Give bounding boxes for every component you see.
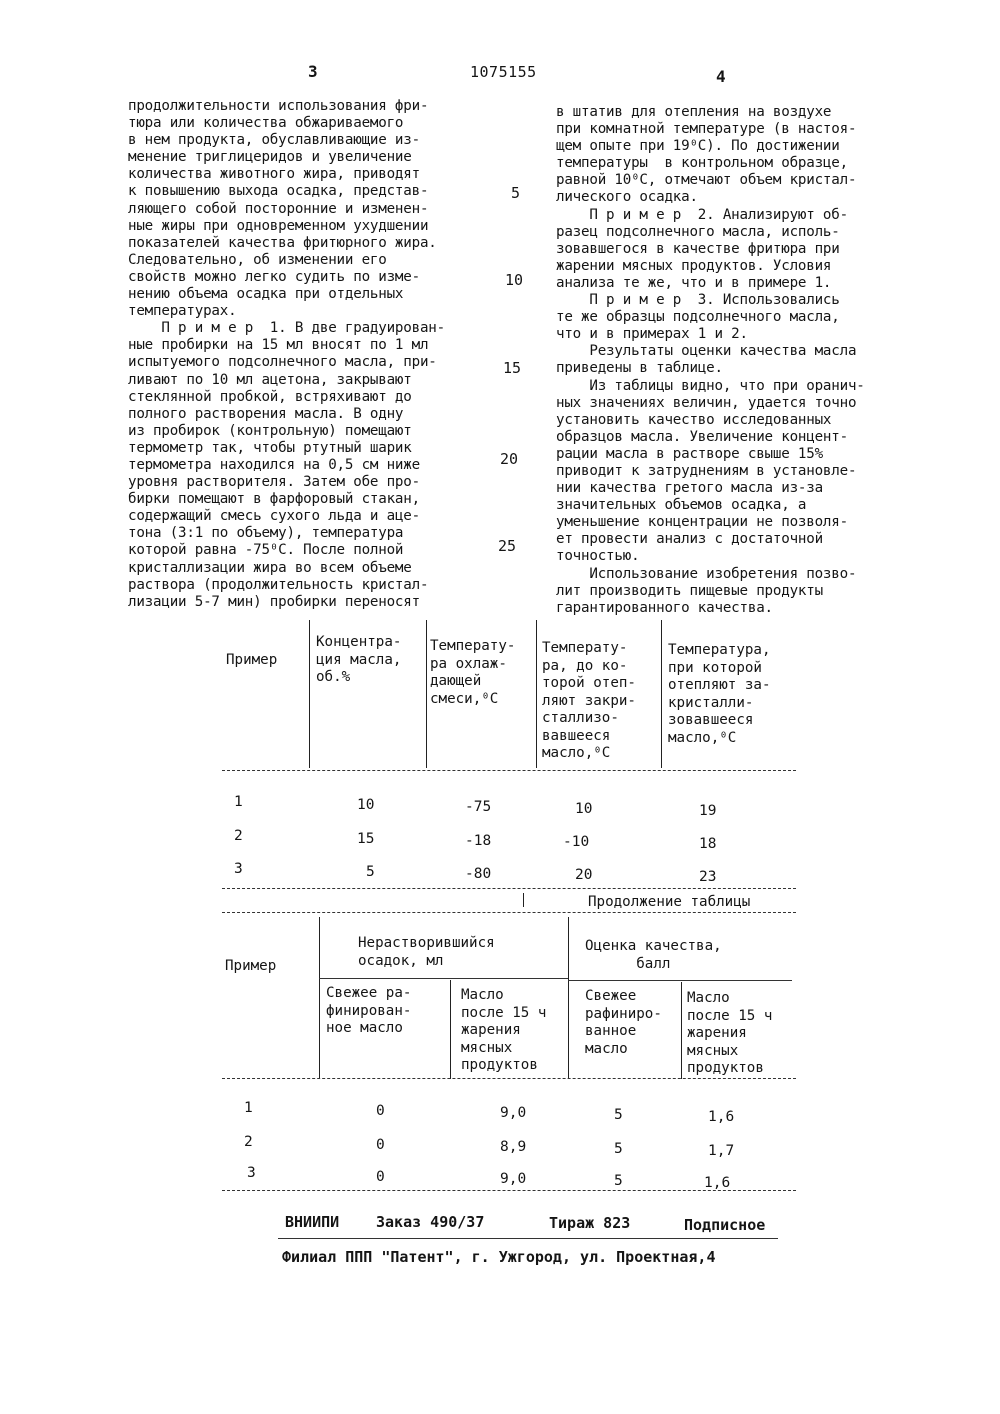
left-column-line: количества животного жира, приводят xyxy=(128,166,420,183)
left-column-line: Следовательно, об изменении его xyxy=(128,251,387,268)
left-column-line: уровня растворителя. Затем обе про- xyxy=(128,474,420,491)
table2-cell: 2 xyxy=(244,1134,253,1150)
footer-org: ВНИИПИ xyxy=(285,1213,340,1231)
table1-cell: 5 xyxy=(366,864,375,880)
left-column-line: ные пробирки на 15 мл вносят по 1 мл xyxy=(128,337,429,354)
left-text-column xyxy=(128,98,445,611)
right-column-line: приводит к затруднениям в установле- xyxy=(556,462,857,479)
left-column-line: в нем продукта, обуславливающие из- xyxy=(128,132,420,149)
right-column-line: Использование изобретения позво- xyxy=(556,565,857,582)
right-column-line: Результаты оценки качества масла xyxy=(556,343,857,360)
line-number-10: 10 xyxy=(505,271,524,289)
right-text-column xyxy=(556,104,865,617)
right-column-line: анализа те же, что и в примере 1. xyxy=(556,274,832,291)
table1-cell: 3 xyxy=(234,861,243,877)
table1-bottom-border xyxy=(222,888,796,889)
footer-circulation: Тираж 823 xyxy=(549,1214,631,1232)
table1-cell: -75 xyxy=(465,799,492,815)
right-column-line: зовавшегося в качестве фритюра при xyxy=(556,240,840,257)
right-column-line: что и в примерах 1 и 2. xyxy=(556,326,748,343)
right-column-line: Из таблицы видно, что при оранич- xyxy=(556,377,865,394)
left-column-line: стеклянной пробкой, встряхивают до xyxy=(128,388,412,405)
table2-header-sediment: Нерастворившийся осадок, мл xyxy=(358,935,495,969)
table1-cell: 18 xyxy=(699,836,717,852)
right-column-line: в штатив для отепления на воздухе xyxy=(556,104,832,120)
right-column-line: те же образцы подсолнечного масла, xyxy=(556,309,840,326)
right-column-line: ных значениях величин, удается точно xyxy=(556,394,857,411)
right-column-line: лического осадка. xyxy=(556,189,698,206)
left-column-line: тона (3:1 по объему), температура xyxy=(128,525,404,542)
line-number-15: 15 xyxy=(503,359,522,377)
table2-header-divider xyxy=(222,1078,796,1079)
table2-cell: 1,6 xyxy=(708,1109,735,1125)
table2-header-quality: Оценка качества, балл xyxy=(585,938,722,972)
right-column-line: разец подсолнечного масла, исполь- xyxy=(556,223,840,240)
right-column-line: нии качества гретого масла из-за xyxy=(556,480,823,497)
left-column-line: П р и м е р 1. В две градуирован- xyxy=(128,320,445,337)
table1-cell: 20 xyxy=(575,867,593,883)
right-column-line: рации масла в растворе свыше 15% xyxy=(556,445,823,462)
table2-cell: 9,0 xyxy=(500,1171,527,1187)
right-column-line: лит производить пищевые продукты xyxy=(556,582,823,599)
table1-cell: 10 xyxy=(575,801,593,817)
left-column-line: которой равна -75⁰С. После полной xyxy=(128,542,404,559)
left-column-line: свойств можно легко судить по изме- xyxy=(128,268,420,285)
table2-header-after-frying: Масло после 15 ч жарения мясных продуктов xyxy=(461,987,547,1073)
table1-header-divider xyxy=(222,770,796,771)
left-column-line: кристаллизации жира во всем объеме xyxy=(128,559,412,576)
line-number-25: 25 xyxy=(498,537,517,555)
table1-cell: -80 xyxy=(465,866,492,882)
right-column-line: щем опыте при 19⁰С). По достижении xyxy=(556,138,840,155)
table1-cell: 10 xyxy=(357,797,375,813)
table1-header-cooling-temp: Температу- ра охлаж- дающей смеси,⁰С xyxy=(430,638,516,707)
right-column-line: установить качество исследованных xyxy=(556,411,832,428)
table2-cell: 5 xyxy=(614,1173,623,1189)
left-column-line: раствора (продолжительность кристал- xyxy=(128,576,429,593)
footer-branch: Филиал ППП "Патент", г. Ужгород, ул. Проектная,4 xyxy=(282,1248,716,1266)
left-column-line: ляющего собой посторонние и изменен- xyxy=(128,200,429,217)
right-column-line: П р и м е р 3. Использовались xyxy=(556,292,840,309)
left-column-line: лизации 5-7 мин) пробирки переносят xyxy=(128,593,420,610)
left-column-line: термометра находился на 0,5 см ниже xyxy=(128,456,420,473)
table2-cell: 9,0 xyxy=(500,1105,527,1121)
table1-cell: -10 xyxy=(563,834,590,850)
table2-cell: 1 xyxy=(244,1100,253,1116)
right-column-line: при комнатной температуре (в настоя- xyxy=(556,121,857,138)
table2-cell: 1,7 xyxy=(708,1143,735,1159)
line-number-5: 5 xyxy=(511,184,521,202)
right-column-line: значительных объемов осадка, а xyxy=(556,497,807,514)
table1-cell: 15 xyxy=(357,831,375,847)
table2-header-fresh-quality: Свежее рафиниро- ванное масло xyxy=(585,988,662,1057)
left-column-line: продолжительности использования фри- xyxy=(128,98,429,114)
left-column-line: менение триглицеридов и увеличение xyxy=(128,149,412,166)
right-column-line: гарантированного качества. xyxy=(556,599,773,616)
table2-header-fresh: Свежее ра- финирован- ное масло xyxy=(326,985,412,1036)
table2-cell: 0 xyxy=(376,1137,385,1153)
left-column-line: полного растворения масла. В одну xyxy=(128,405,404,422)
table2-top-border xyxy=(222,912,796,913)
patent-number: 1075155 xyxy=(470,63,537,81)
table2-cell: 5 xyxy=(614,1141,623,1157)
table2-cell: 0 xyxy=(376,1169,385,1185)
table1-header-warm-to-temp: Температу- ра, до ко- торой отеп- ляют закри- сталлизо- вавшееся масло,⁰С xyxy=(542,640,636,761)
right-column-line: точностью. xyxy=(556,548,640,565)
table1-header-concentration: Концентра- ция масла, об.% xyxy=(316,634,402,685)
table1-cell: -18 xyxy=(465,833,492,849)
left-column-line: к повышению выхода осадка, представ- xyxy=(128,183,429,200)
right-column-line: П р и м е р 2. Анализируют об- xyxy=(556,206,848,223)
table2-cell: 0 xyxy=(376,1103,385,1119)
line-number-20: 20 xyxy=(500,450,519,468)
left-column-line: испытуемого подсолнечного масла, при- xyxy=(128,354,437,371)
right-column-line: ет провести анализ с достаточной xyxy=(556,531,823,548)
table1-cell: 1 xyxy=(234,794,243,810)
left-column-line: нению объема осадка при отдельных xyxy=(128,286,404,303)
left-column-line: из пробирок (контрольную) помещают xyxy=(128,422,412,439)
page-number-left: 3 xyxy=(308,62,318,81)
table2-continuation-label: Продолжение таблицы xyxy=(588,894,751,910)
right-column-line: жарении мясных продуктов. Условия xyxy=(556,257,832,274)
table1-header-warm-at-temp: Температура, при которой отепляют за- кристалли- зовавшееся масло,⁰С xyxy=(668,642,771,746)
footer-subscription: Подписное xyxy=(684,1216,766,1234)
left-column-line: содержащий смесь сухого льда и аце- xyxy=(128,508,420,525)
left-column-line: температурах. xyxy=(128,303,237,320)
table1-header-example: Пример xyxy=(226,652,278,668)
table2-cell: 3 xyxy=(247,1165,256,1181)
left-column-line: тюра или количества обжариваемого xyxy=(128,115,404,132)
table2-header-after-frying-quality: Масло после 15 ч жарения мясных продуктов xyxy=(687,990,773,1076)
table2-header-example: Пример xyxy=(225,958,277,974)
left-column-line: показателей качества фритюрного жира. xyxy=(128,234,437,251)
footer-divider xyxy=(278,1238,778,1239)
page-number-right: 4 xyxy=(716,67,726,86)
table2-cell: 5 xyxy=(614,1107,623,1123)
left-column-line: термометр так, чтобы ртутный шарик xyxy=(128,439,412,456)
footer-order: Заказ 490/37 xyxy=(376,1213,485,1231)
right-column-line: приведены в таблице. xyxy=(556,360,723,377)
right-column-line: уменьшение концентрации не позволя- xyxy=(556,514,848,531)
left-column-line: ливают по 10 мл ацетона, закрывают xyxy=(128,371,412,388)
left-column-line: бирки помещают в фарфоровый стакан, xyxy=(128,491,420,508)
table1-cell: 19 xyxy=(699,803,717,819)
table2-cell: 1,6 xyxy=(704,1175,731,1191)
right-column-line: температуры в контрольном образце, xyxy=(556,155,848,172)
right-column-line: равной 10⁰С, отмечают объем кристал- xyxy=(556,172,857,189)
table1-cell: 2 xyxy=(234,828,243,844)
right-column-line: образцов масла. Увеличение концент- xyxy=(556,428,848,445)
table2-cell: 8,9 xyxy=(500,1139,527,1155)
table1-cell: 23 xyxy=(699,869,717,885)
left-column-line: ные жиры при одновременном ухудшении xyxy=(128,217,429,234)
table2-bottom-border xyxy=(222,1190,796,1191)
